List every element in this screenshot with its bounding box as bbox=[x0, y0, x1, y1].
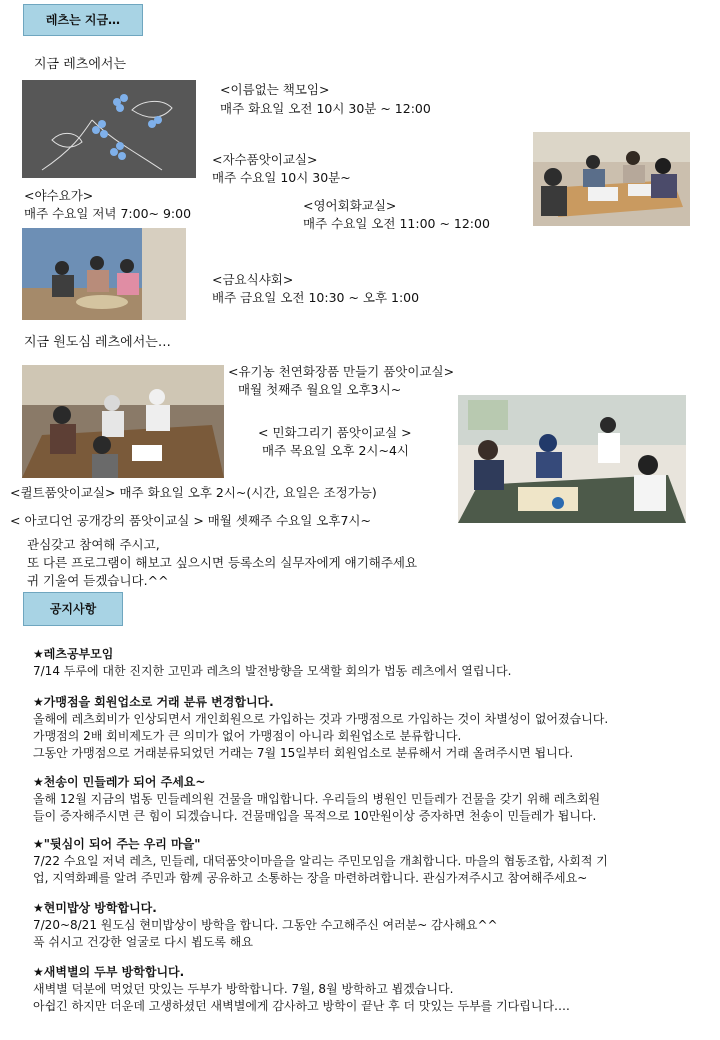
notice-line: 푹 쉬시고 건강한 얼굴로 다시 뵙도록 해요 bbox=[33, 935, 253, 949]
notice-title: ★현미밥상 방학합니다. bbox=[33, 901, 157, 915]
meal-time: 배주 금요일 오전 10:30 ~ 오후 1:00 bbox=[212, 290, 420, 305]
notice-line: 아쉽긴 하지만 더운데 고생하셨던 새벽별에게 감사하고 방학이 끝난 후 더 맛있는 두부를 기다립니다…. bbox=[33, 999, 570, 1013]
embroidery-time: 매주 수요일 10시 30분~ bbox=[212, 170, 351, 185]
closing-line-1: 관심갖고 참여해 주시고, bbox=[27, 537, 160, 552]
cosmetics-title: <유기농 천연화장품 만들기 품앗이교실> bbox=[228, 364, 455, 379]
notice-line: 7/14 두루에 대한 진지한 고민과 레츠의 발전방향을 모색할 회의가 법동 레츠에서 열립니다. bbox=[33, 664, 512, 678]
section-tab-lets-now: 레츠는 지금… bbox=[23, 4, 143, 36]
book-club-time: 매주 화요일 오전 10시 30분 ~ 12:00 bbox=[220, 101, 431, 116]
painting-title: < 민화그리기 품앗이교실 > bbox=[258, 425, 412, 440]
notice-line: 7/22 수요일 저녁 레츠, 민들레, 대덕품앗이마을을 알리는 주민모임을 개최합니다. 마을의 협동조합, 사회적 기 bbox=[33, 854, 608, 868]
notice-tab: 공지사항 bbox=[23, 592, 123, 626]
notice-item bbox=[33, 836, 698, 887]
notice-item bbox=[33, 694, 698, 762]
english-time: 매주 수요일 오전 11:00 ~ 12:00 bbox=[303, 216, 490, 231]
yoga-title: <야수요가> bbox=[24, 188, 94, 203]
yoga-photo bbox=[22, 228, 186, 320]
notice-line: 7/20~8/21 원도심 현미밥상이 방학을 합니다. 그동안 수고해주신 여러분~ 감사해요^^ bbox=[33, 918, 498, 932]
notice-line: 들이 증자해주시면 큰 힘이 되겠습니다. 건물매입을 목적으로 10만원이상 증자하면 천송이 민들레가 됩니다. bbox=[33, 809, 597, 823]
notice-item bbox=[33, 646, 698, 680]
notice-line: 올해에 레츠회비가 인상되면서 개인회원으로 가입하는 것과 가맹점으로 가입하는 것이 차별성이 없어졌습니다. bbox=[33, 712, 609, 726]
closing-line-3: 귀 기울여 듣겠습니다.^^ bbox=[27, 573, 169, 588]
notice-item bbox=[33, 964, 698, 1015]
cosmetics-time: 매월 첫째주 월요일 오후3시~ bbox=[238, 382, 402, 397]
english-title: <영어회화교실> bbox=[303, 198, 397, 213]
book-club-title: <이름없는 책모임> bbox=[220, 82, 330, 97]
section-heading-lets: 지금 레츠에서는 bbox=[34, 57, 127, 72]
quilt-class-line: <퀼트품앗이교실> 매주 화요일 오후 2시~(시간, 요일은 조정가능) bbox=[10, 485, 377, 500]
notice-line: 그동안 가맹점으로 거래분류되었던 거래는 7월 15일부터 회원업소로 분류해서 거래 올려주시면 됩니다. bbox=[33, 746, 574, 760]
class-group-photo bbox=[533, 132, 690, 226]
embroidery-photo bbox=[22, 80, 196, 178]
painting-class-photo bbox=[458, 395, 686, 523]
notice-line: 올해 12월 지금의 법동 민들레의원 건물을 매입합니다. 우리들의 병원인 민들레가 건물을 갖기 위해 레츠회원 bbox=[33, 792, 601, 806]
notice-title: ★새벽별의 두부 방학합니다. bbox=[33, 965, 185, 979]
section-heading-downtown: 지금 원도심 레츠에서는… bbox=[24, 335, 171, 350]
notice-item bbox=[33, 774, 698, 825]
notice-title: ★"뒷심이 되어 주는 우리 마을" bbox=[33, 837, 201, 851]
painting-time: 매주 목요일 오후 2시~4시 bbox=[262, 443, 409, 458]
notice-title: ★가맹점을 회원업소로 거래 분류 변경합니다. bbox=[33, 695, 274, 709]
meal-title: <금요식샤회> bbox=[212, 272, 294, 287]
notice-title: ★레츠공부모임 bbox=[33, 647, 114, 661]
accordion-class-line: < 아코디언 공개강의 품앗이교실 > 매월 셋째주 수요일 오후7시~ bbox=[10, 513, 371, 528]
notice-title: ★천송이 민들레가 되어 주세요~ bbox=[33, 775, 206, 789]
notice-item bbox=[33, 900, 698, 951]
closing-line-2: 또 다른 프로그램이 해보고 싶으시면 등록소의 실무자에게 얘기해주세요 bbox=[27, 555, 418, 570]
yoga-time: 매주 수요일 저녁 7:00~ 9:00 bbox=[24, 206, 192, 221]
notice-line: 가맹점의 2배 회비제도가 큰 의미가 없어 가맹점이 아니라 회원업소로 분류합니다. bbox=[33, 729, 462, 743]
cosmetics-class-photo bbox=[22, 365, 224, 478]
notice-line: 새벽별 덕분에 먹었던 맛있는 두부가 방학합니다. 7월, 8월 방학하고 뵙겠습니다. bbox=[33, 982, 454, 996]
notice-line: 업, 지역화폐를 알려 주민과 함께 공유하고 소통하는 장을 마련하려합니다. 관심가져주시고 참여해주세요~ bbox=[33, 871, 588, 885]
embroidery-title: <자수품앗이교실> bbox=[212, 152, 318, 167]
